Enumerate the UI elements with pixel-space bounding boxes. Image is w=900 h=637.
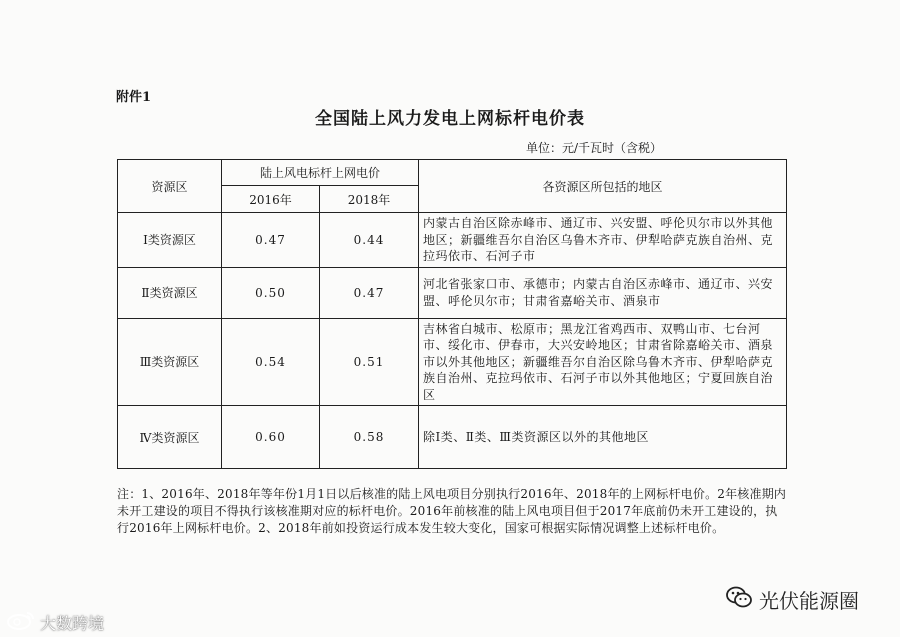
header-price: 陆上风电标杆上网电价 — [222, 160, 419, 186]
price-2018-cell: 0.51 — [320, 318, 419, 406]
footnote: 注：1、2016年、2018年等年份1月1日以后核准的陆上风电项目分别执行2016年、2018年的上网标杆电价。2年核准期内未开工建设的项目不得执行该核准期对应的标杆电价。2016年前核准的陆上风电项目但于2017年底前仍未开工建设的，执行2016年上网标杆电价。2、2018年前如投资运行成本发生较大变化，国家可根据实际情况调整上述标杆电价。 — [117, 487, 787, 535]
price-2016-cell: 0.47 — [222, 213, 320, 268]
price-table — [117, 159, 787, 469]
header-year-2016: 2016年 — [222, 186, 320, 213]
price-2018-cell: 0.47 — [320, 267, 419, 318]
header-year-2018: 2018年 — [320, 186, 419, 213]
unit-label: 单位：元/千瓦时（含税） — [525, 141, 662, 155]
price-2016-cell: 0.60 — [222, 406, 320, 469]
table-row — [118, 318, 787, 406]
areas-cell: 内蒙古自治区除赤峰市、通辽市、兴安盟、呼伦贝尔市以外其他地区；新疆维吾尔自治区乌鲁木齐市、伊犁哈萨克族自治州、克拉玛依市、石河子市 — [419, 213, 787, 268]
price-2018-cell: 0.58 — [320, 406, 419, 469]
table-row — [118, 267, 787, 318]
watermark-right-text: 光伏能源圈 — [759, 589, 859, 613]
weibo-icon — [6, 610, 36, 634]
region-cell: Ⅲ类资源区 — [118, 318, 222, 406]
areas-cell: 吉林省白城市、松原市；黑龙江省鸡西市、双鸭山市、七台河市、绥化市、伊春市，大兴安岭地区；甘肃省除嘉峪关市、酒泉市以外其他地区；新疆维吾尔自治区除乌鲁木齐市、伊犁哈萨克族自治州、克拉玛依市、石河子市以外其他地区；宁夏回族自治区 — [419, 318, 787, 406]
region-cell: Ⅰ类资源区 — [118, 213, 222, 268]
watermark-left — [6, 610, 104, 634]
page-title: 全国陆上风力发电上网标杆电价表 — [315, 109, 585, 129]
header-region: 资源区 — [118, 160, 222, 213]
price-2016-cell: 0.54 — [222, 318, 320, 406]
price-2016-cell: 0.50 — [222, 267, 320, 318]
watermark-right — [725, 585, 859, 614]
watermark-left-text: 大数跨境 — [40, 613, 105, 633]
header-areas: 各资源区所包括的地区 — [419, 160, 787, 213]
areas-cell: 河北省张家口市、承德市；内蒙古自治区赤峰市、通辽市、兴安盟、呼伦贝尔市；甘肃省嘉峪关市、酒泉市 — [419, 267, 787, 318]
region-cell: Ⅱ类资源区 — [118, 267, 222, 318]
attachment-label: 附件1 — [116, 90, 152, 105]
areas-cell: 除Ⅰ类、Ⅱ类、Ⅲ类资源区以外的其他地区 — [419, 406, 787, 469]
table-header-row — [118, 160, 787, 186]
table-row — [118, 406, 787, 469]
table-row — [118, 213, 787, 268]
region-cell: Ⅳ类资源区 — [118, 406, 222, 469]
wechat-icon — [725, 585, 753, 614]
price-2018-cell: 0.44 — [320, 213, 419, 268]
